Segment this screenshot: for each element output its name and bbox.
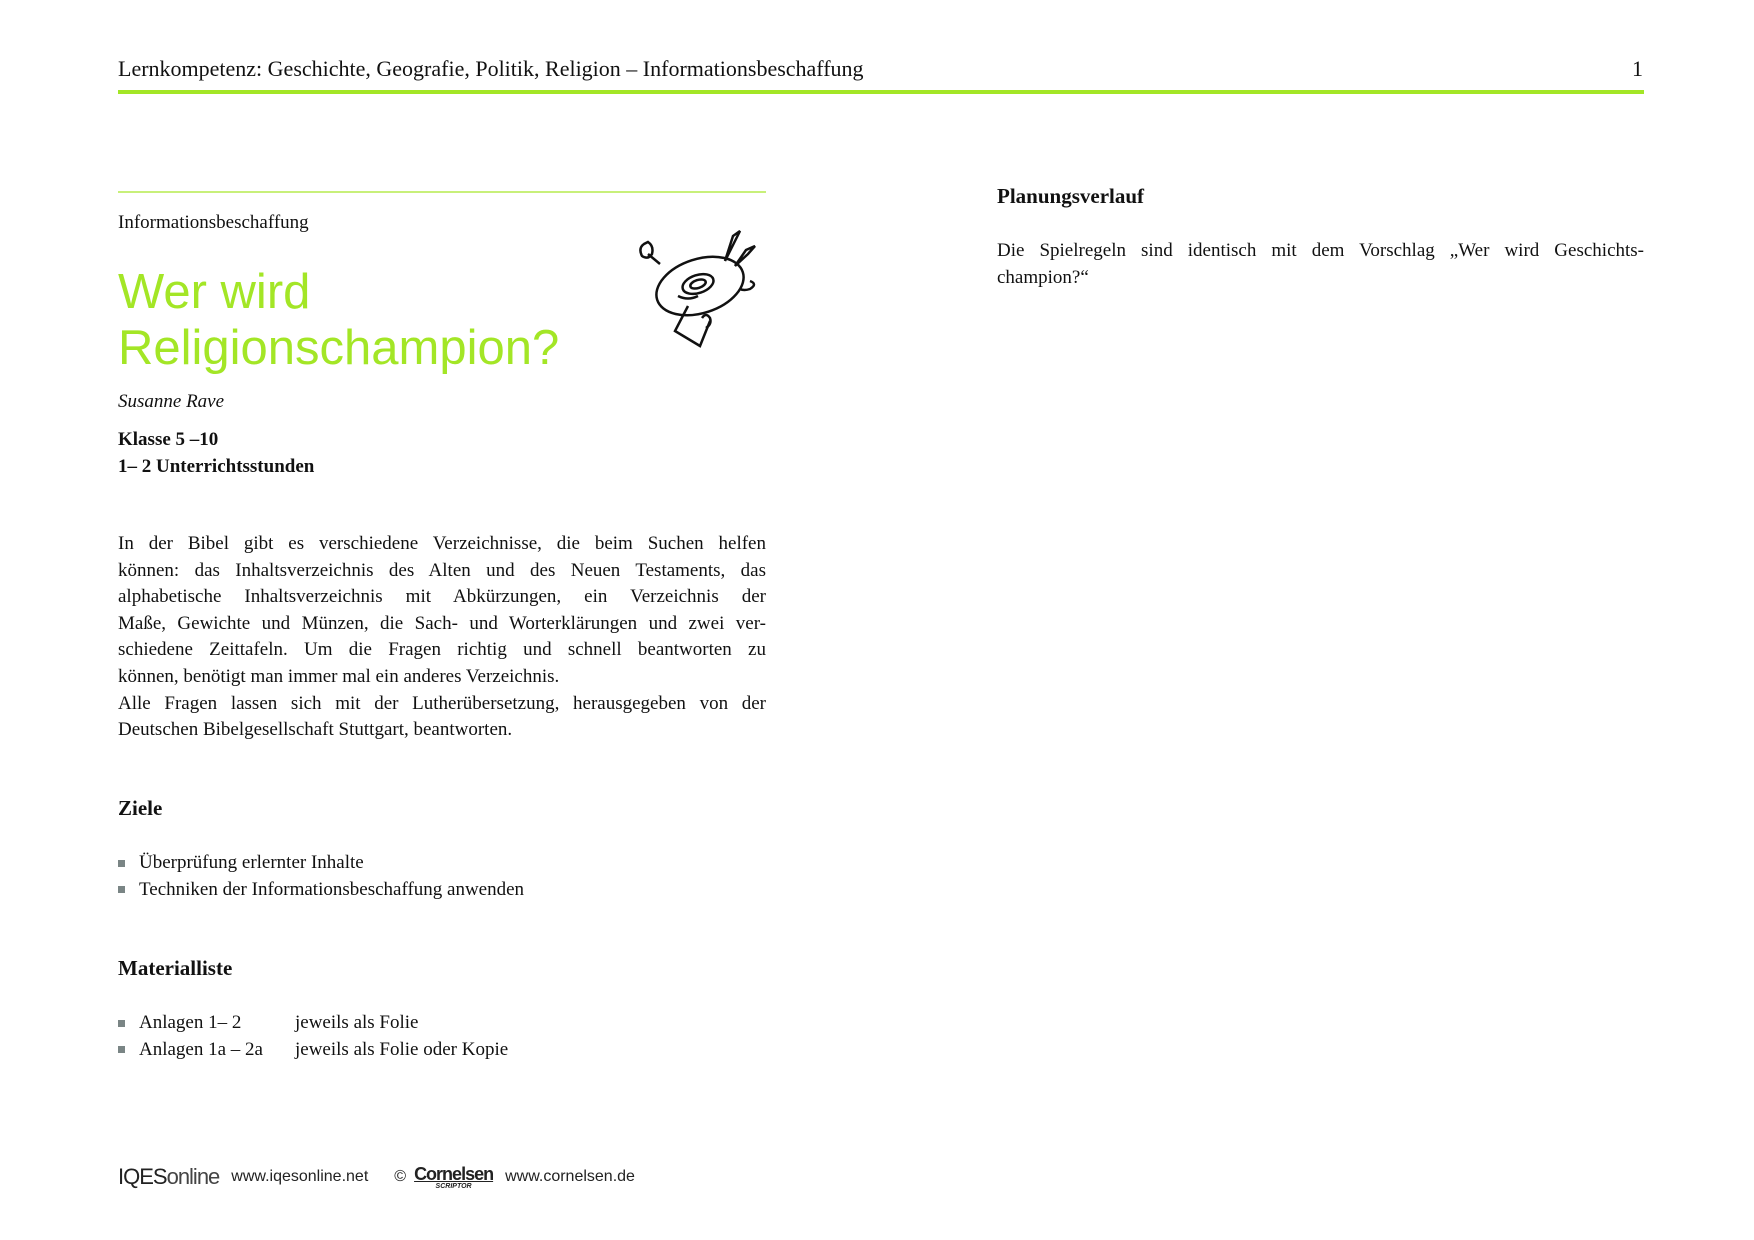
text-line: Alle Fragen lassen sich mit der Lutherübersetzung, herausgegeben von der [118,692,766,714]
intro-paragraph [118,531,766,744]
list-item [118,1010,508,1037]
grade-info [118,426,314,480]
list-item-text: Techniken der Informationsbeschaffung anwenden [139,878,525,900]
materialliste-heading: Materialliste [118,956,233,980]
footer [118,1164,635,1190]
list-item [118,850,524,877]
list-item [118,877,524,904]
cornelsen-link[interactable]: www.cornelsen.de [505,1168,635,1185]
text-line: Maße, Gewichte und Münzen, die Sach- und Worterklärungen und zwei ver- [118,612,766,634]
header-rule [118,90,1644,94]
list-item [118,1037,508,1064]
text-line: champion?“ [997,266,1089,288]
bullet-square-icon [118,1020,125,1027]
copyright-symbol: © [394,1168,407,1185]
material-note: jeweils als Folie [295,1012,419,1033]
page-title [118,264,559,376]
text-line: schiedene Zeittafeln. Um die Fragen richtig und schnell beantworten zu [118,639,766,661]
ziele-heading: Ziele [118,796,163,820]
iqes-logo: IQESonline [118,1164,220,1189]
material-note: jeweils als Folie oder Kopie [295,1038,509,1060]
title-line: Wer wird [118,265,311,319]
section-kicker: Informationsbeschaffung [118,212,309,233]
text-line: können: das Inhaltsverzeichnis des Alten und des Neuen Testaments, das [118,559,766,581]
material-item: Anlagen 1a – 2a [139,1038,263,1060]
cd-mascot-illustration [630,226,770,351]
text-line: können, benötigt man immer mal ein anderes Verzeichnis. [118,665,560,687]
text-line: Die Spielregeln sind identisch mit dem Vorschlag „Wer wird Geschichts- [997,240,1644,261]
iqes-link[interactable]: www.iqesonline.net [231,1168,369,1185]
material-item: Anlagen 1– 2 [139,1012,242,1033]
lesson-count: 1– 2 Unterrichtsstunden [118,456,315,477]
section-rule [118,191,766,193]
running-header: Lernkompetenz: Geschichte, Geografie, Politik, Religion – Informationsbeschaffung [118,56,864,81]
text-line: alphabetische Inhaltsverzeichnis mit Abkürzungen, ein Verzeichnis der [118,586,766,608]
bullet-square-icon [118,1046,125,1053]
text-line: Deutschen Bibelgesellschaft Stuttgart, beantworten. [118,719,513,741]
grade-level: Klasse 5 –10 [118,429,219,450]
title-line: Religionschampion? [118,321,560,375]
planungsverlauf-heading: Planungsverlauf [997,184,1145,208]
bullet-square-icon [118,886,125,893]
cornelsen-logo: Cornelsen SCRIPTOR [414,1163,494,1190]
bullet-square-icon [118,860,125,867]
text-line: In der Bibel gibt es verschiedene Verzeichnisse, die beim Suchen helfen [118,533,766,554]
page-number: 1 [1632,56,1643,81]
material-list [118,1010,508,1063]
planungsverlauf-text [997,238,1644,291]
ziele-list [118,850,524,903]
list-item-text: Überprüfung erlernter Inhalte [139,852,364,873]
author: Susanne Rave [118,391,225,412]
